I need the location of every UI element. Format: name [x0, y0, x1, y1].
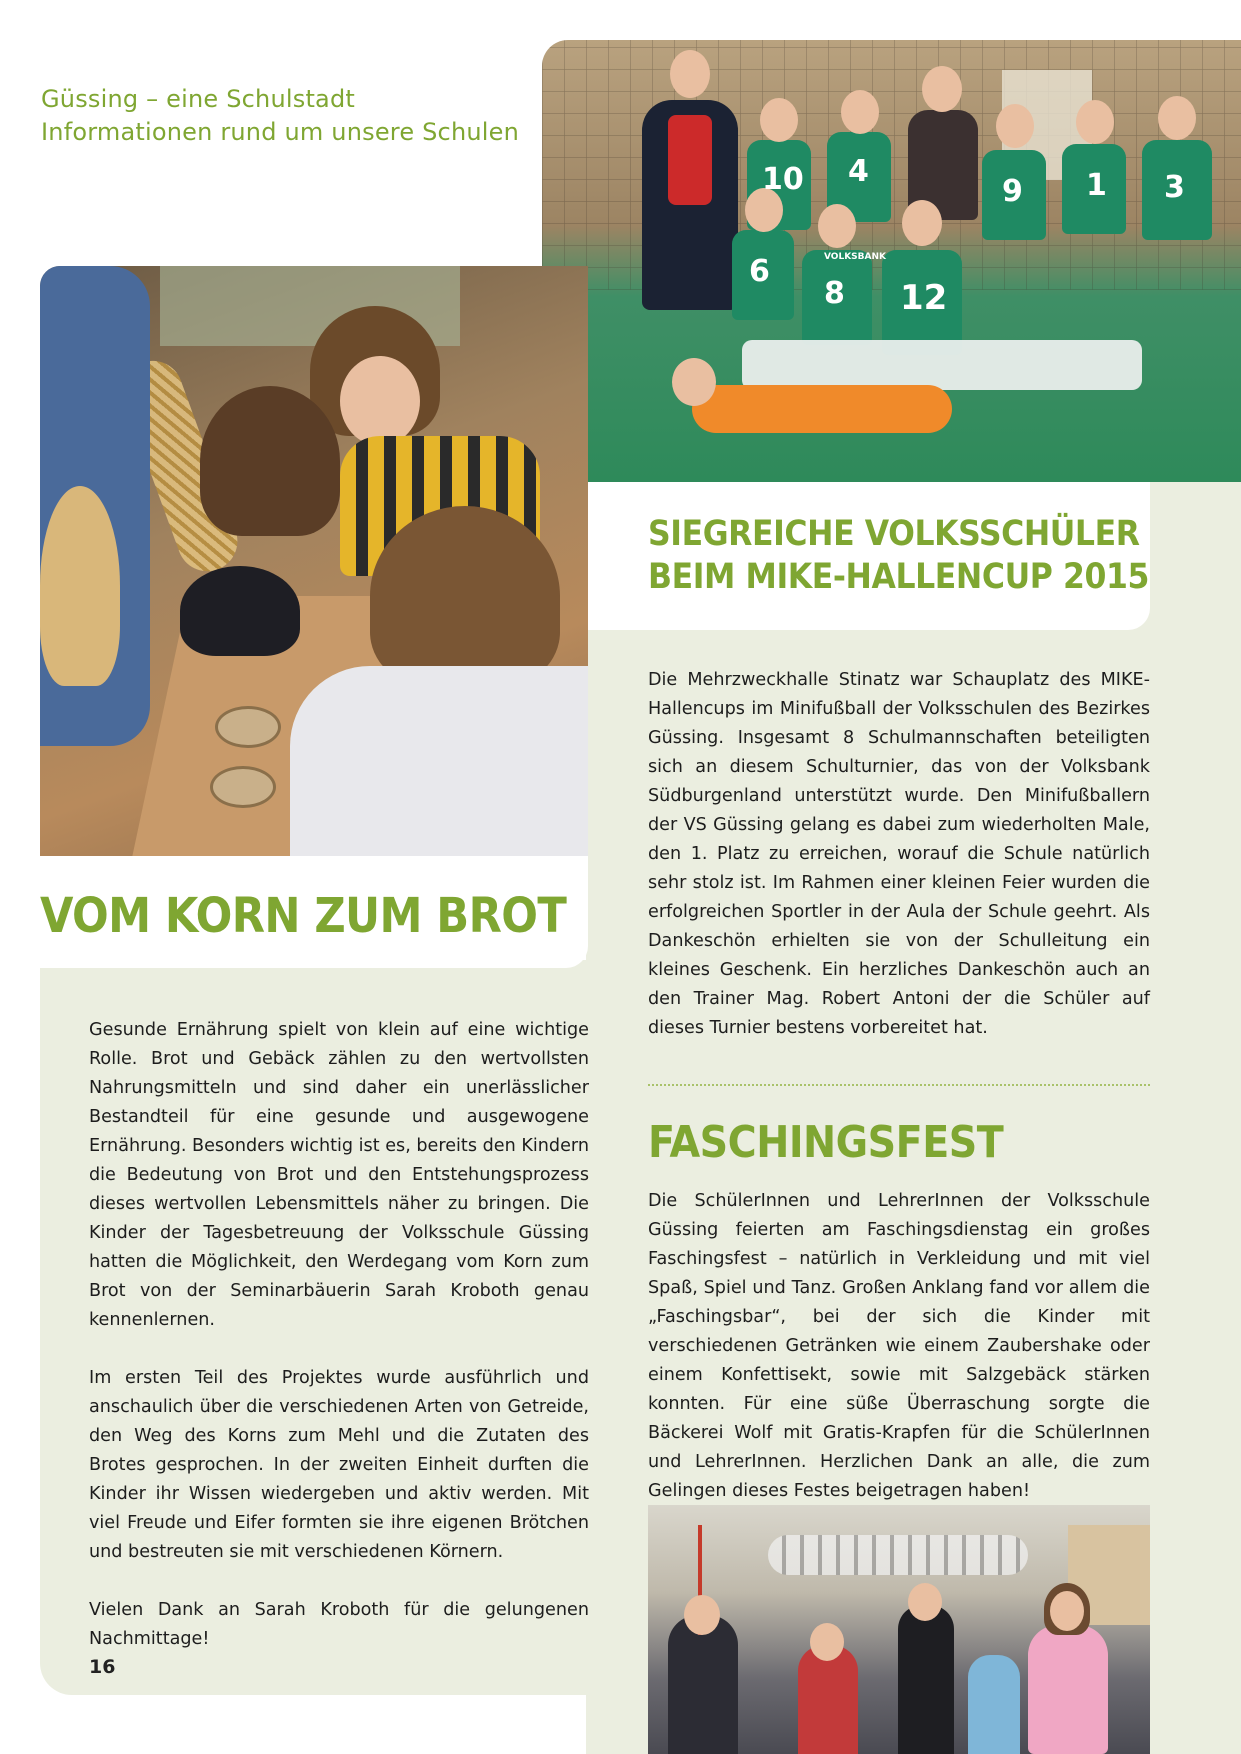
- player-head: [1158, 96, 1196, 140]
- jersey-number: 8: [824, 276, 845, 311]
- header-title: Güssing – eine Schulstadt: [41, 85, 356, 113]
- hallencup-heading-card: [586, 482, 1150, 630]
- costume-child: [798, 1645, 858, 1754]
- coach-head: [670, 50, 710, 98]
- korn-title: VOM KORN ZUM BROT: [40, 888, 567, 944]
- child-head: [1050, 1591, 1084, 1631]
- korn-paragraph-2: Im ersten Teil des Projektes wurde ausführlich und anschaulich über die verschiedenen Arten von Getreide, den Weg des Korns zum Mehl und die Zutaten des Brotes gesprochen. In der zweiten Einheit durften die Kinder ihr Wissen wiedergeben und aktiv werden. Mit viel Freude und Eifer formten sie ihre eigenen Brötchen und bestreuten sie mit verschiedenen Körnern.: [89, 1368, 589, 1562]
- jersey-number: 10: [762, 162, 804, 197]
- child-hair: [200, 386, 340, 536]
- princess-costume-child: [1028, 1625, 1108, 1754]
- child-head: [810, 1623, 844, 1661]
- fasching-body: Die SchülerInnen und LehrerInnen der Volksschule Güssing feierten am Faschingsdienstag ein großes Faschingsfest – natürlich in Verkleidung und mit viel Spaß, Spiel und Tanz. Großen Anklang fand vor allem die „Faschingsbar“, bei der sich die Kinder mit verschiedenen Getränken wie einem Zaubershake oder einem Konfettisekt, sowie mit Salzgebäck stärken konnten. Für eine süße Überraschung sorgte die Bäckerei Wolf mit Gratis-Krapfen für die SchülerInnen und LehrerInnen. Herzlichen Dank an alle, die zum Gelingen dieses Festes beigetragen haben!: [648, 1191, 1150, 1501]
- player-head: [818, 204, 856, 248]
- page-number: 16: [89, 1656, 116, 1678]
- hallencup-body: Die Mehrzweckhalle Stinatz war Schauplatz des MIKE-Hallencups im Minifußball der Volksschulen des Bezirkes Güssing. Insgesamt 8 Schulmannschaften beteiligten sich an diesem Schulturnier, das von der Volksbank Südburgenland unterstützt wurde. Den Minifußballern der VS Güssing gelang es dabei zum wiederholten Male, den 1. Platz zu erreichen, worauf die Schule natürlich sehr stolz ist. Im Rahmen einer kleinen Feier wurden die erfolgreichen Sportler in der Aula der Schule geehrt. Als Dankeschön erhielten sie von der Schulleitung ein kleines Geschenk. Ein herzliches Dankeschön auch an den Trainer Mag. Robert Antoni der die Schüler auf dieses Turnier bestens vorbereitet hat.: [648, 670, 1150, 1038]
- decoration-garland: [768, 1535, 1028, 1575]
- child-hair-front: [370, 506, 560, 686]
- hallencup-title-line1: SIEGREICHE VOLKSSCHÜLER: [648, 514, 1140, 554]
- player-head: [760, 98, 798, 142]
- jersey-sponsor: VOLKSBANK: [824, 252, 886, 262]
- child-hair-blonde: [40, 486, 120, 686]
- white-shirt-child: [290, 666, 588, 856]
- jersey-number: 6: [749, 254, 770, 289]
- teacher-head: [922, 66, 962, 112]
- shorts-row: [742, 340, 1142, 390]
- coach-shirt: [668, 115, 712, 205]
- goalkeeper-head: [672, 358, 716, 406]
- jersey-number: 12: [900, 278, 948, 318]
- football-team-photo: [542, 40, 1241, 482]
- grain-bowl: [215, 706, 281, 748]
- child-face: [340, 356, 420, 446]
- korn-paragraph-3: Vielen Dank an Sarah Kroboth für die gelungenen Nachmittage!: [89, 1600, 589, 1649]
- korn-body: [89, 1016, 589, 1683]
- fasching-title: FASCHINGSFEST: [648, 1117, 1004, 1168]
- goalkeeper-figure: [692, 385, 952, 433]
- player-head: [996, 104, 1034, 148]
- player-head: [902, 200, 942, 246]
- hallencup-title-line2: BEIM MIKE-HALLENCUP 2015: [648, 557, 1150, 597]
- devil-costume-child: [668, 1615, 738, 1754]
- fasching-photo: [648, 1505, 1150, 1754]
- section-divider: [648, 1084, 1150, 1086]
- header-subtitle: Informationen rund um unsere Schulen: [41, 118, 520, 146]
- child-head: [908, 1583, 942, 1621]
- child-head: [684, 1595, 720, 1635]
- costume-child: [968, 1655, 1020, 1754]
- korn-brot-photo: [40, 266, 588, 856]
- jersey-number: 1: [1086, 168, 1107, 203]
- jersey-number: 3: [1164, 170, 1185, 205]
- grain-bowl: [210, 766, 276, 808]
- jersey-number: 4: [848, 154, 869, 189]
- player-head: [841, 90, 879, 134]
- costume-child: [898, 1605, 954, 1754]
- child-hair-dark: [180, 566, 300, 656]
- korn-paragraph-1: Gesunde Ernährung spielt von klein auf eine wichtige Rolle. Brot und Gebäck zählen zu den wertvollsten Nahrungsmitteln und sind daher ein unerlässlicher Bestandteil für eine gesunde und ausgewogene Ernährung. Besonders wichtig ist es, bereits den Kindern die Bedeutung von Brot und den Entstehungsprozess dieses wertvollen Lebensmittels näher zu bringen. Die Kinder der Tagesbetreuung der Volksschule Güssing hatten die Möglichkeit, den Werdegang vom Korn zum Brot von der Seminarbäuerin Sarah Kroboth genau kennenlernen.: [89, 1020, 589, 1330]
- player-head: [1076, 100, 1114, 144]
- jersey-number: 9: [1002, 174, 1023, 209]
